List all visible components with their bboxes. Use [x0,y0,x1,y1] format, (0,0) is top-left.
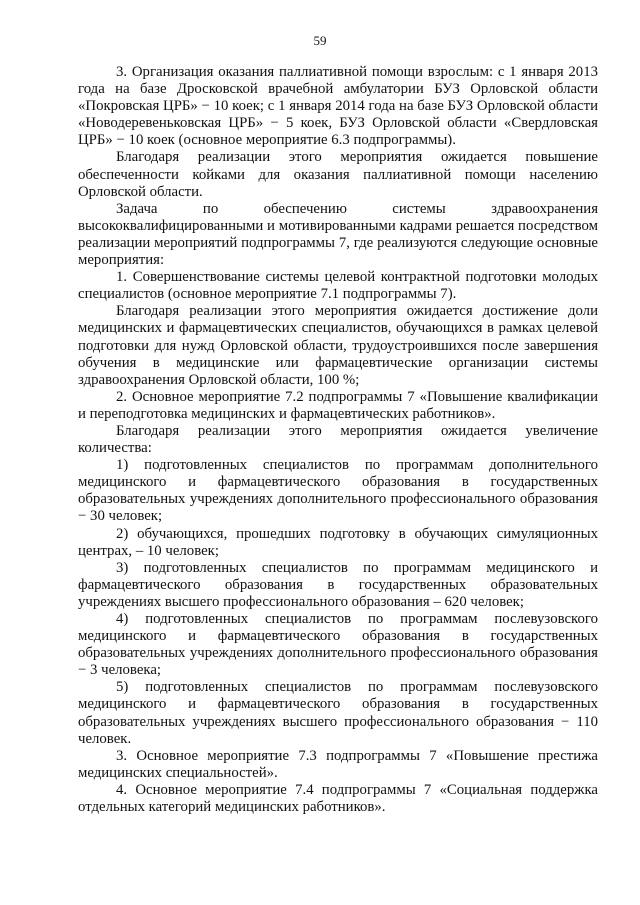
list-item-1: 1) подготовленных специалистов по программам дополнительного медицинского и фармацевтического образования в государственных образовательных учреждениях дополнительного профессионального образования − 30 человек; [78,457,598,525]
paragraph-measure-7-4: 4. Основное мероприятие 7.4 подпрограммы 7 «Социальная поддержка отдельных категорий медицинских работников». [78,781,598,816]
paragraph-measure-7-2-result: Благодаря реализации этого мероприятия ожидается увеличение количества: [78,422,598,457]
paragraph-measure-7-1-result: Благодаря реализации этого мероприятия ожидается достижение доли медицинских и фармацевтических специалистов, обучающихся в рамках целевой подготовки для нужд Орловской области, трудоустроившихся после завершения обучения в медицинские или фармацевтические организации системы здравоохранения Орловской области, 100 %; [78,303,598,388]
paragraph-measure-7-1: 1. Совершенствование системы целевой контрактной подготовки молодых специалистов (основное мероприятие 7.1 подпрограммы 7). [78,269,598,303]
list-item-3: 3) подготовленных специалистов по программам медицинского и фармацевтического образования в государственных образовательных учреждениях высшего профессионального образования – 620 человек; [78,559,598,610]
page-number: 59 [313,33,327,48]
paragraph-palliative-result: Благодаря реализации этого мероприятия ожидается повышение обеспеченности койками для оказания паллиативной помощи населению Орловской области. [78,149,598,200]
paragraph-measure-7-3: 3. Основное мероприятие 7.3 подпрограммы 7 «Повышение престижа медицинских специальностей». [78,747,598,781]
list-item-5: 5) подготовленных специалистов по программам послевузовского медицинского и фармацевтического образования в государственных образовательных учреждениях высшего профессионального образования − 110 человек. [78,679,598,747]
list-item-2: 2) обучающихся, прошедших подготовку в обучающих симуляционных центрах, – 10 человек; [78,525,598,559]
paragraph-palliative-care: 3. Организация оказания паллиативной помощи взрослым: с 1 января 2013 года на базе Дросковской врачебной амбулатории БУЗ Орловской области «Покровская ЦРБ» − 10 коек; с 1 января 2014 года на базе БУЗ Орловской области «Новодеревеньковская ЦРБ» − 5 коек, БУЗ Орловской области «Свердловская ЦРБ» − 10 коек (основное мероприятие 6.3 подпрограммы). [78,64,598,149]
document-body [78,64,598,816]
paragraph-staffing-task: Задача по обеспечению системы здравоохранения высококвалифицированными и мотивированными кадрами решается посредством реализации мероприятий подпрограммы 7, где реализуются следующие основные мероприятия: [78,200,598,269]
list-item-4: 4) подготовленных специалистов по программам послевузовского медицинского и фармацевтического образования в государственных образовательных учреждениях дополнительного профессионального образования − 3 человека; [78,611,598,679]
paragraph-measure-7-2: 2. Основное мероприятие 7.2 подпрограммы 7 «Повышение квалификации и переподготовка медицинских и фармацевтических работников». [78,388,598,422]
